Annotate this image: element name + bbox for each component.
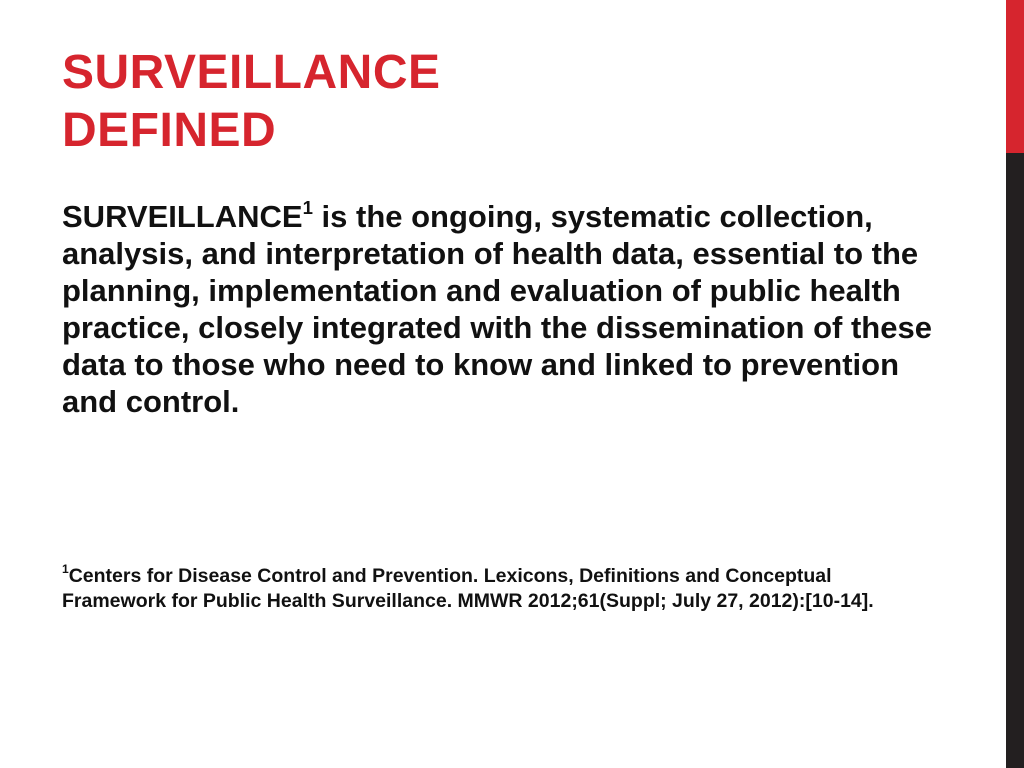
edge-accent-bar xyxy=(1006,0,1024,768)
slide-title-line-1: SURVEILLANCE xyxy=(62,46,441,99)
slide-title-line-2: DEFINED xyxy=(62,104,277,157)
footnote-citation xyxy=(62,564,922,614)
slide-title xyxy=(62,44,441,160)
edge-accent-red xyxy=(1006,0,1024,153)
footnote-marker: 1 xyxy=(62,562,69,577)
definition-text: is the ongoing, systematic collection, analysis, and interpretation of health data, essential to the planning, implementation and evaluation of public health practice, closely integrated with the dissemination of these data to those who need to know and linked to prevention and control. xyxy=(62,199,932,419)
footnote-text: Centers for Disease Control and Prevention. Lexicons, Definitions and Conceptual Framework for Public Health Surveillance. MMWR 2012;61(Suppl; July 27, 2012):[10-14]. xyxy=(62,565,874,612)
footnote-reference-marker: 1 xyxy=(302,196,313,218)
definition-term: SURVEILLANCE xyxy=(62,199,303,234)
definition-paragraph xyxy=(62,198,942,420)
edge-accent-dark xyxy=(1006,153,1024,768)
